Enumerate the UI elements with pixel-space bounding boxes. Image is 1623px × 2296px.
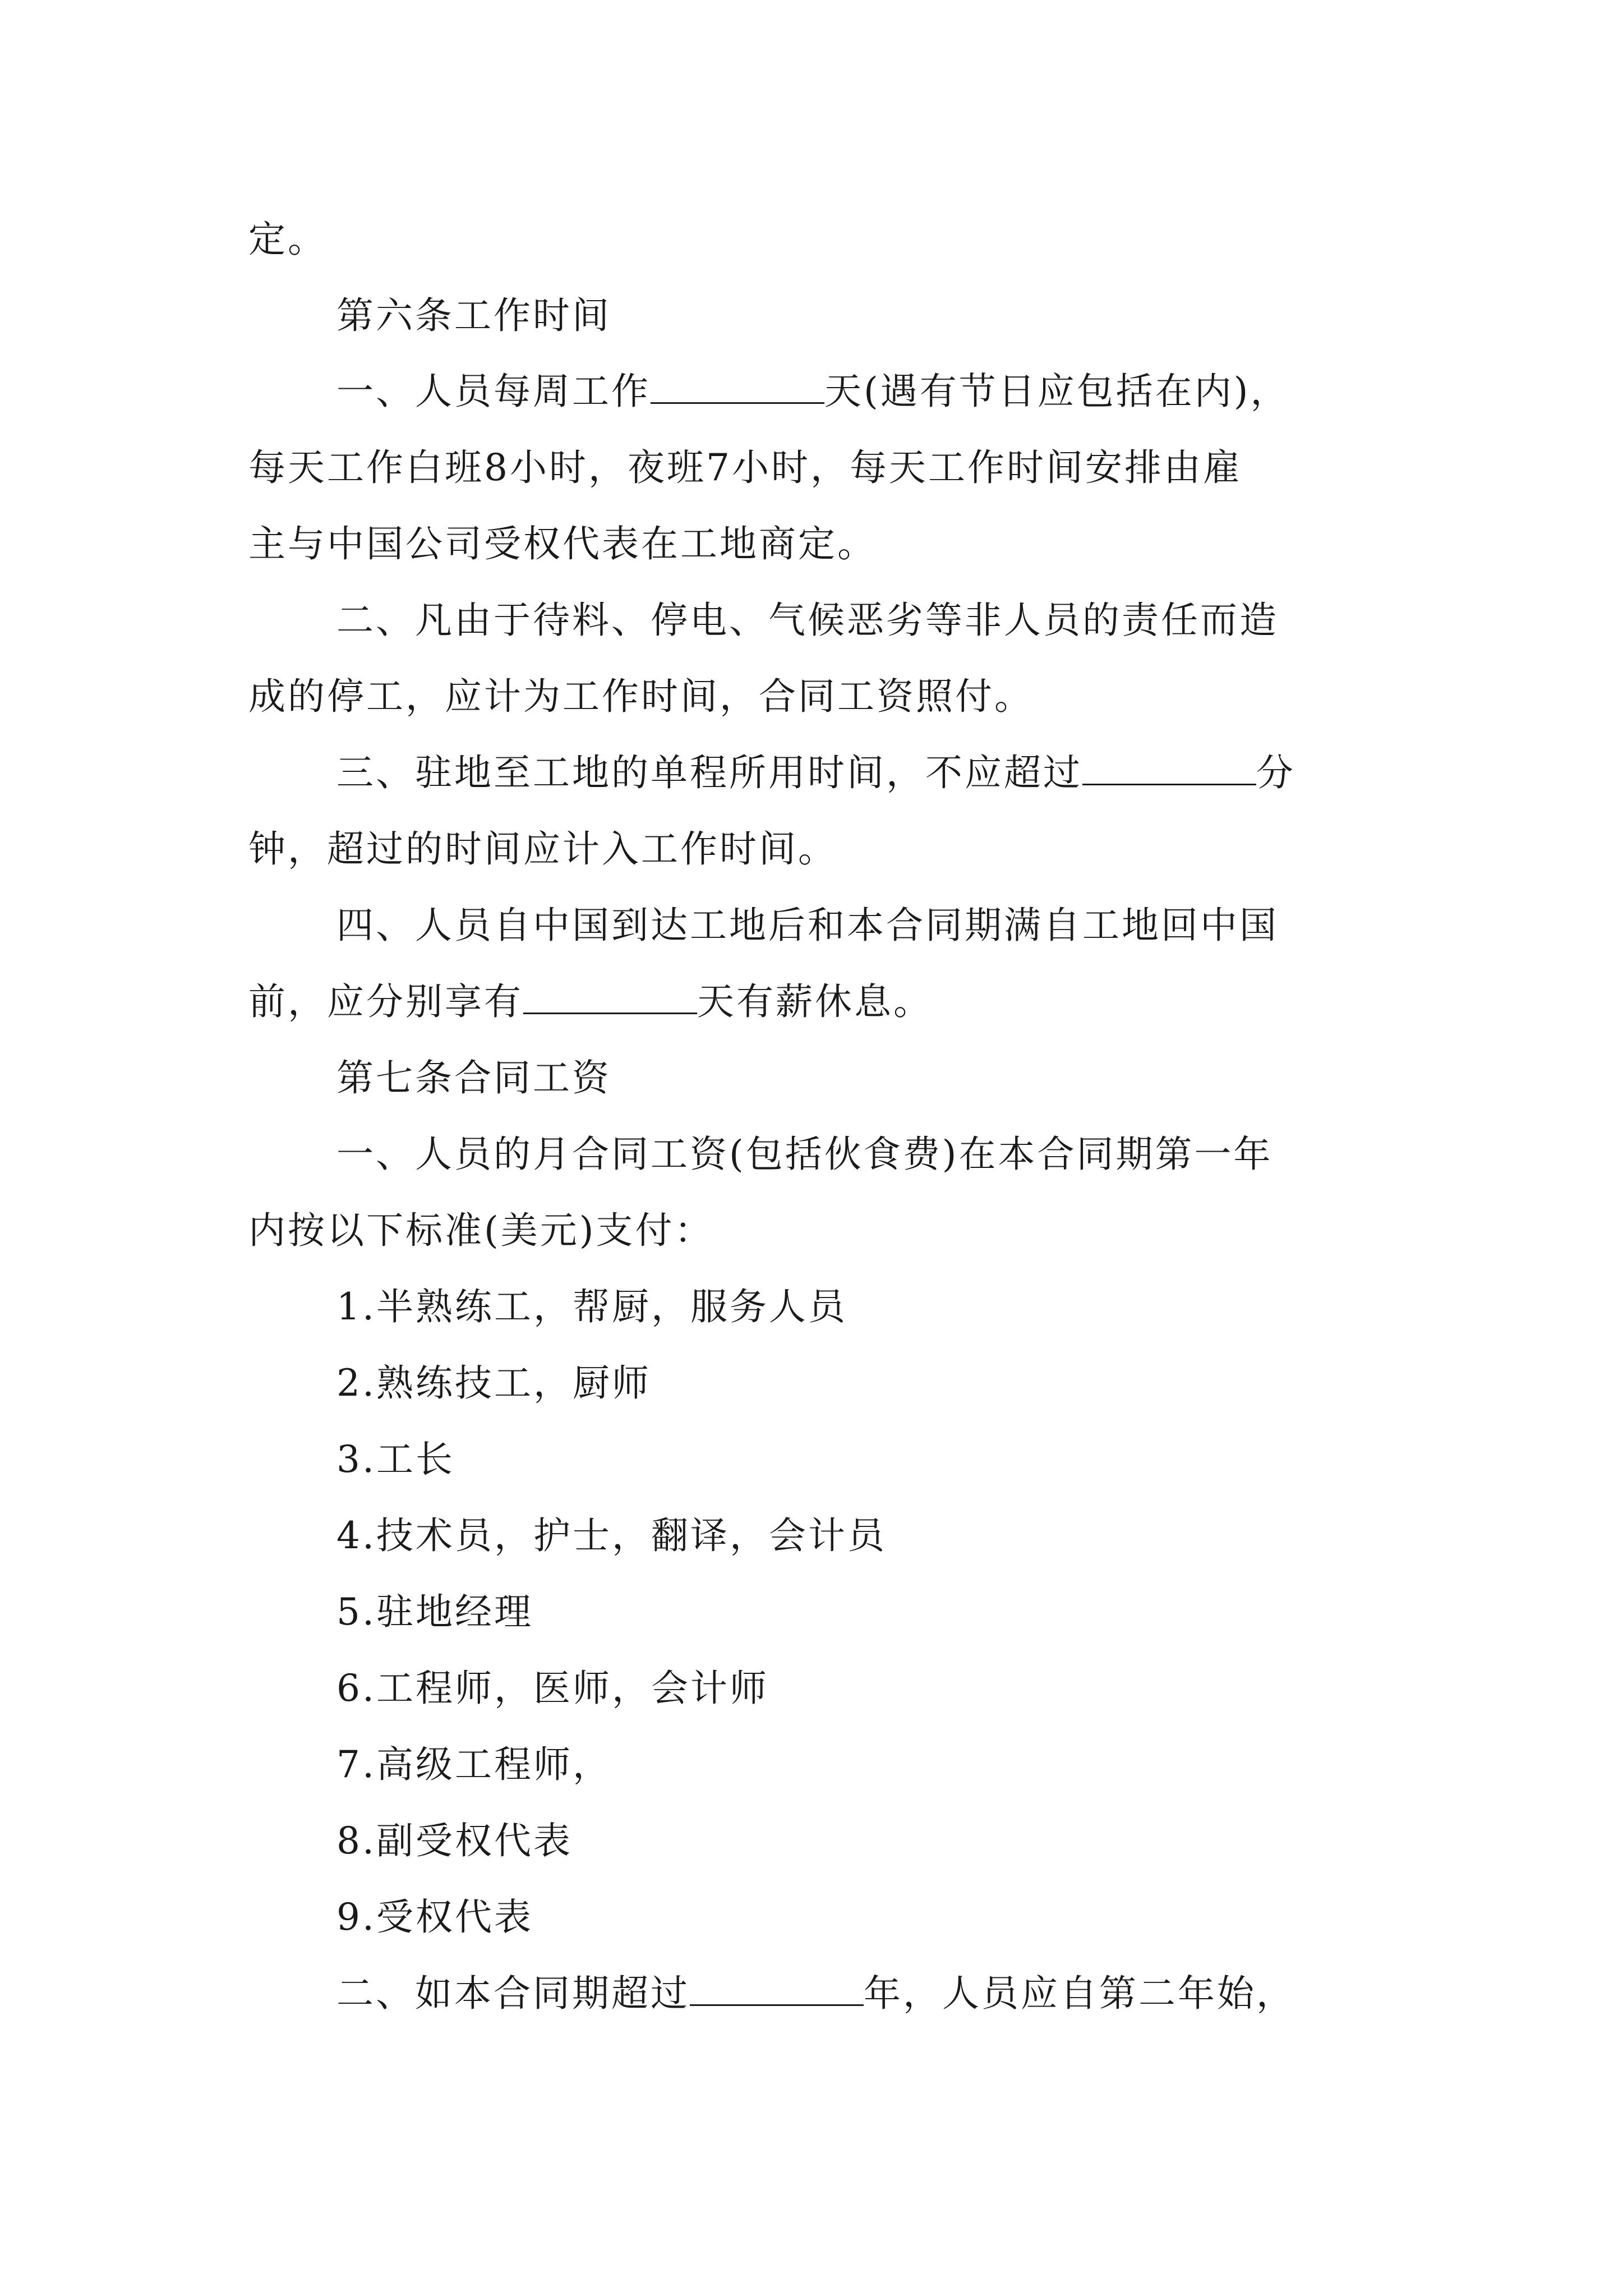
list-item (336, 1282, 1396, 1332)
text-line (336, 748, 1396, 798)
text-segment: 分 (1256, 751, 1295, 794)
text-line (336, 366, 1396, 417)
list-item-text: 2.熟练技工，厨师 (336, 1361, 651, 1405)
text-line (336, 595, 1396, 646)
list-item-text: 3.工长 (336, 1438, 455, 1481)
list-item (336, 1740, 1396, 1790)
list-item (336, 1816, 1396, 1866)
text-line (248, 671, 1393, 722)
section-heading (336, 291, 1396, 341)
list-item-text: 9.受权代表 (336, 1895, 533, 1939)
text-segment: 主与中国公司受权代表在工地商定。 (248, 522, 877, 565)
list-item-text: 6.工程师，医师，会计师 (336, 1667, 769, 1710)
text-segment: 年，人员应自第二年始， (864, 1972, 1295, 2015)
text-line (336, 1129, 1396, 1180)
blank-field (651, 369, 824, 404)
blank-field (523, 979, 697, 1014)
text-segment: 天(遇有节日应包括在内)， (824, 370, 1290, 413)
text-segment: 天有薪休息。 (697, 980, 933, 1023)
text-segment: 钟，超过的时间应计入工作时间。 (248, 827, 837, 871)
list-item-text: 5.驻地经理 (336, 1590, 533, 1634)
heading-text: 第六条工作时间 (336, 294, 611, 337)
list-item (336, 1892, 1396, 1943)
text-line (248, 1205, 1393, 1256)
blank-field (1082, 750, 1256, 785)
text-segment: 成的停工，应计为工作时间，合同工资照付。 (248, 675, 1034, 718)
list-item (336, 1358, 1396, 1409)
text-segment: 四、人员自中国到达工地后和本合同期满自工地回中国 (336, 904, 1279, 947)
list-item (336, 1434, 1396, 1485)
section-heading (336, 1053, 1396, 1103)
text-segment: 一、人员的月合同工资(包括伙食费)在本合同期第一年 (336, 1133, 1273, 1176)
text-line (248, 519, 1393, 569)
text-segment: 三、驻地至工地的单程所用时间，不应超过 (336, 751, 1082, 794)
text-line (248, 443, 1393, 493)
list-item-text: 1.半熟练工，帮厨，服务人员 (336, 1285, 847, 1328)
list-item (336, 1511, 1396, 1561)
text-segment: 内按以下标准(美元)支付： (248, 1209, 714, 1252)
list-item-text: 7.高级工程师， (336, 1743, 612, 1786)
text-line (248, 977, 1393, 1027)
list-item-text: 8.副受权代表 (336, 1819, 573, 1862)
text-line (336, 900, 1396, 951)
text-segment: 二、凡由于待料、停电、气候恶劣等非人员的责任而造 (336, 599, 1279, 642)
list-item-text: 4.技术员，护士，翻译，会计员 (336, 1514, 887, 1557)
text-line (248, 214, 1393, 265)
heading-text: 第七条合同工资 (336, 1056, 611, 1099)
text-line (336, 1968, 1396, 2019)
text-segment: 定。 (248, 218, 327, 261)
text-line (248, 824, 1393, 875)
text-segment: 一、人员每周工作 (336, 370, 651, 413)
blank-field (690, 1971, 864, 2006)
list-item (336, 1663, 1396, 1714)
list-item (336, 1587, 1396, 1637)
text-segment: 二、如本合同期超过 (336, 1972, 690, 2015)
text-segment: 每天工作白班8小时，夜班7小时，每天工作时间安排由雇 (248, 446, 1242, 489)
text-segment: 前，应分别享有 (248, 980, 523, 1023)
